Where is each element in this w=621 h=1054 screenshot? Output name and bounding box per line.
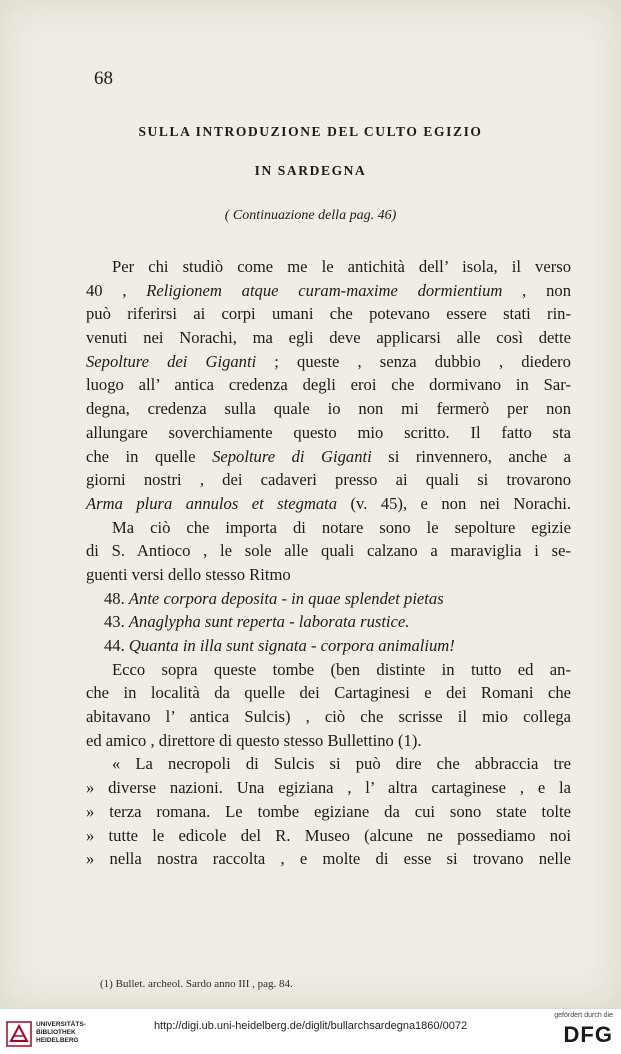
text-line: Sepolture dei Giganti ; queste , senza dubbio , diedero	[86, 351, 571, 371]
text-line: ed amico , direttore di questo stesso Bullettino (1).	[86, 730, 422, 750]
article-subtitle: IN SARDEGNA	[254, 163, 367, 178]
quote-line: « La necropoli di Sulcis si può dire che abbraccia tre	[112, 754, 571, 774]
body-text	[86, 255, 571, 871]
text-line: che in quelle Sepolture di Giganti si rinvennero, anche a	[86, 446, 571, 466]
footnote: (1) Bullet. archeol. Sardo anno III , pag. 84.	[100, 978, 293, 990]
text-line: che in località da quelle dei Cartaginesi e dei Romani che	[86, 683, 571, 703]
text-line: Ma ciò che importa di notare sono le sepolture egizie	[112, 517, 571, 537]
quote-line: » terza romana. Le tombe egiziane da cui sono state tolte	[86, 801, 571, 821]
text-line: guenti versi dello stesso Ritmo	[86, 564, 291, 584]
library-name: UNIVERSITÄTS- BIBLIOTHEK HEIDELBERG	[36, 1021, 86, 1044]
text-line: di S. Antioco , le sole alle quali calzano a maraviglia i se-	[86, 541, 571, 561]
text-line: può riferirsi ai corpi umani che potevano essere stati rin-	[86, 304, 571, 324]
text-line: Arma plura annulos et stegmata (v. 45), e non nei Norachi.	[86, 493, 572, 513]
text-line: venuti nei Norachi, ma egli deve applicarsi alle così dette	[86, 328, 571, 348]
source-url-link[interactable]: http://digi.ub.uni-heidelberg.de/diglit/bullarchsardegna1860/0072	[153, 1020, 468, 1032]
dfg-logo: DFG	[563, 1022, 613, 1047]
text-line: Per chi studiò come me le antichità dell’ isola, il verso	[112, 257, 571, 276]
verse-line: 44. Quanta in illa sunt signata - corpora animalium!	[104, 636, 455, 655]
text-line: luogo all’ antica credenza degli eroi che dormivano in Sar-	[86, 375, 571, 395]
text-line: 40 , Religionem atque curam-maxime dormientium , non	[86, 280, 571, 300]
text-line: Ecco sopra queste tombe (ben distinte in tutto ed an-	[112, 659, 571, 679]
article-title: SULLA INTRODUZIONE DEL CULTO EGIZIO	[138, 124, 483, 139]
text-line: giorni nostri , dei cadaveri presso ai quali si trovarono	[86, 470, 571, 490]
quote-line: » diverse nazioni. Una egiziana , l’ altra cartaginese , e la	[86, 778, 571, 798]
quote-line: » nella nostra raccolta , e molte di esse si trovano nelle	[86, 849, 571, 869]
text-line: abitavano l’ antica Sulcis) , ciò che scrisse il mio collega	[86, 707, 571, 727]
continuation-note: ( Continuazione della pag. 46)	[224, 208, 397, 223]
quote-line: » tutte le edicole del R. Museo (alcune ne possediamo noi	[86, 825, 571, 845]
text-line: allungare soverchiamente questo mio scritto. Il fatto sta	[86, 422, 571, 442]
page-number: 68	[94, 68, 113, 89]
funding-note: gefördert durch die	[554, 1012, 613, 1019]
text-line: degna, credenza sulla quale io non mi fermerò per non	[86, 399, 571, 419]
verse-line: 43. Anaglypha sunt reperta - laborata rustice.	[104, 612, 410, 632]
verse-line: 48. Ante corpora deposita - in quae splendet pietas	[104, 588, 444, 608]
